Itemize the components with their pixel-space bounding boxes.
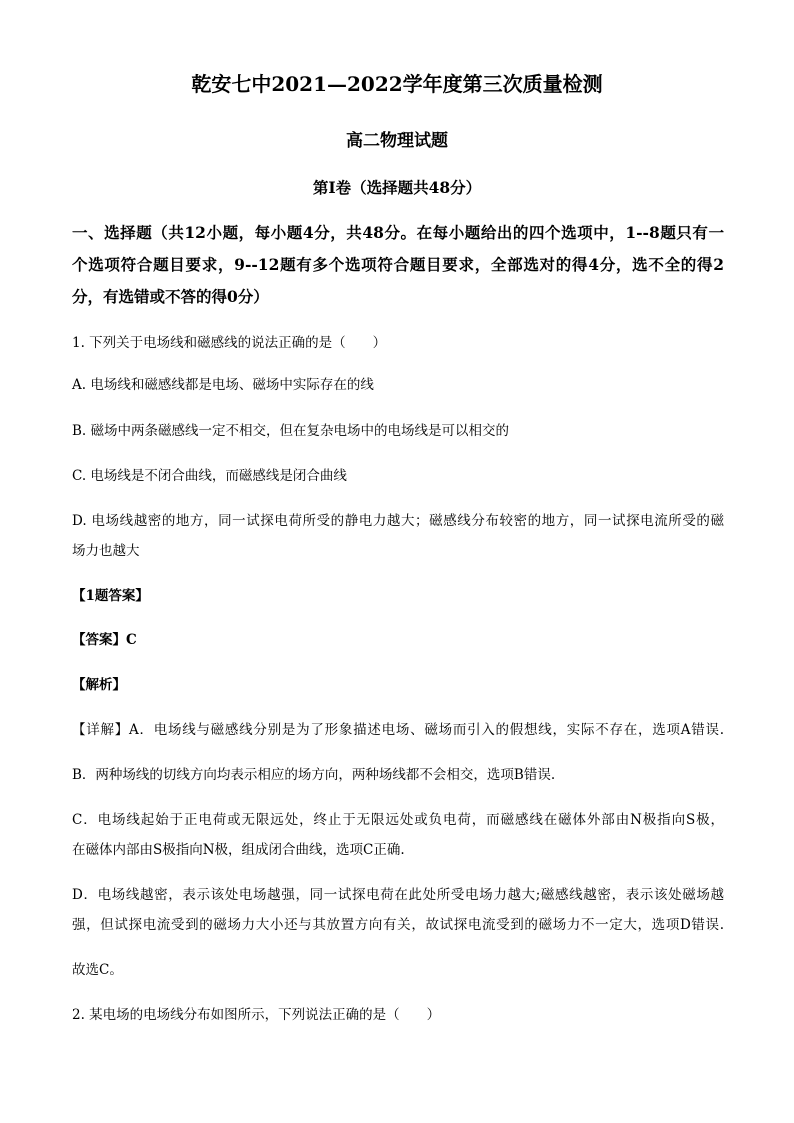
exam-subtitle: 高二物理试题: [346, 131, 448, 151]
analysis-header: 【解析】: [72, 677, 126, 693]
question-1-option-c: C. 电场线是不闭合曲线，而磁感线是闭合曲线: [72, 468, 347, 484]
answer-value: 【答案】C: [72, 632, 137, 648]
explanation-line-1: 【详解】A．电场线与磁感线分别是为了形象描述电场、磁场而引入的假想线，实际不存在，选项A错误.: [72, 722, 724, 738]
question-1-option-b: B. 磁场中两条磁感线一定不相交，但在复杂电场中的电场线是可以相交的: [72, 423, 510, 439]
explanation-line-6: 强，但试探电流受到的磁场力大小还与其放置方向有关，故试探电流受到的磁场力不一定大，选项D错误.: [72, 917, 724, 933]
instruction-line-1: 一、选择题（共12小题，每小题4分，共48分。在每小题给出的四个选项中，1--8题只有一: [72, 223, 724, 242]
instruction-line-3: 分，有选错或不答的得0分）: [72, 287, 269, 306]
section-heading: 第I卷（选择题共48分）: [312, 178, 482, 197]
question-1-option-d-line-1: D. 电场线越密的地方，同一试探电荷所受的静电力越大；磁感线分布较密的地方，同一试探电流所受的磁: [72, 513, 724, 529]
question-2-stem: 2. 某电场的电场线分布如图所示，下列说法正确的是（ ）: [72, 1007, 441, 1023]
explanation-line-4: 在磁体内部由S极指向N极，组成闭合曲线，选项C正确.: [72, 842, 405, 858]
question-1-option-d-line-2: 场力也越大: [72, 543, 140, 559]
question-1-stem: 1. 下列关于电场线和磁感线的说法正确的是（ ）: [72, 335, 387, 351]
instruction-line-2: 个选项符合题目要求，9--12题有多个选项符合题目要求，全部选对的得4分，选不全的得2: [72, 255, 724, 274]
exam-title: 乾安七中2021—2022学年度第三次质量检测: [191, 72, 603, 96]
explanation-conclusion: 故选C。: [72, 962, 123, 978]
answer-header: 【1题答案】: [72, 588, 149, 604]
explanation-line-5: D．电场线越密，表示该处电场越强，同一试探电荷在此处所受电场力越大;磁感线越密，表示该处磁场越: [72, 887, 724, 903]
question-1-option-a: A. 电场线和磁感线都是电场、磁场中实际存在的线: [72, 377, 374, 393]
explanation-line-3: C．电场线起始于正电荷或无限远处，终止于无限远处或负电荷，而磁感线在磁体外部由N极指向S极，: [72, 812, 724, 828]
explanation-line-2: B．两种场线的切线方向均表示相应的场方向，两种场线都不会相交，选项B错误.: [72, 767, 556, 783]
